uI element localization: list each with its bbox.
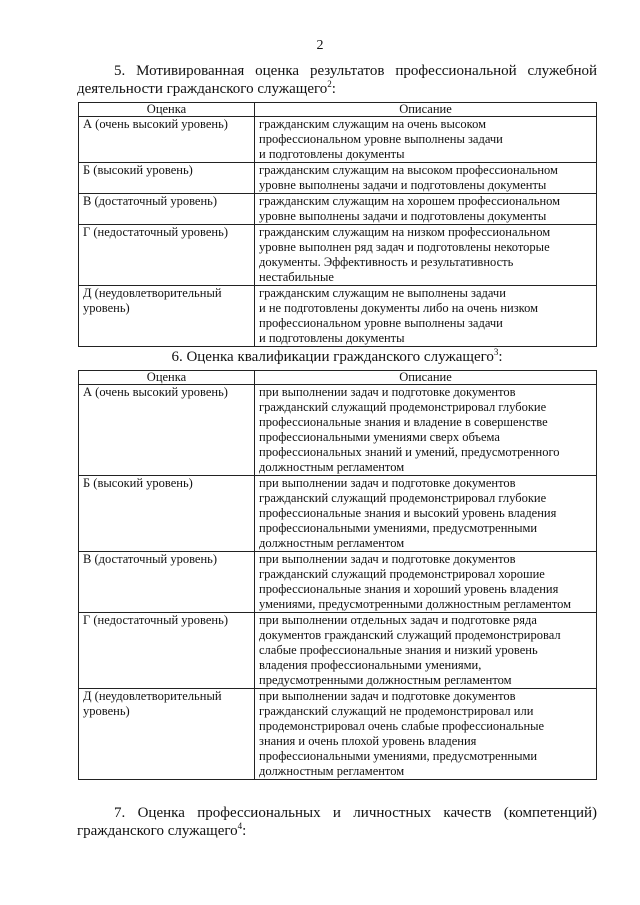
footnote-ref-4: 4 bbox=[237, 821, 243, 831]
section-6-title-end: : bbox=[498, 349, 503, 365]
description-cell: при выполнении задач и подготовке документов гражданский служащий продемонстрировал глубокие профессиональные знания и владение в совершенстве профессиональными умениями сверх объема профессиональных знаний и умений, предусмотренного должностным регламентом bbox=[255, 385, 597, 476]
table-row bbox=[79, 225, 597, 286]
section-7-heading bbox=[77, 804, 597, 840]
description-cell: при выполнении отдельных задач и подготовке ряда документов гражданский служащий продемонстрировал слабые профессиональные знания и низкий уровень владения профессиональными умениями, предусмотренными должностным регламентом bbox=[255, 613, 597, 689]
grade-cell: А (очень высокий уровень) bbox=[79, 385, 255, 476]
table-row bbox=[79, 613, 597, 689]
footnote-ref-2: 2 bbox=[327, 79, 332, 89]
section-5-title: 5. Мотивированная оценка результатов профессиональной служебной деятельности гражданского служащего bbox=[77, 63, 597, 97]
grade-cell: А (очень высокий уровень) bbox=[79, 117, 255, 163]
section-6-heading bbox=[77, 348, 597, 366]
section-6-table bbox=[78, 370, 597, 780]
column-header-grade: Оценка bbox=[79, 371, 255, 385]
description-cell: гражданским служащим не выполнены задачи и не подготовлены документы либо на очень низком профессиональном уровне выполнены задачи и подготовлены документы bbox=[255, 286, 597, 347]
table-row bbox=[79, 117, 597, 163]
page-number: 2 bbox=[316, 38, 324, 53]
grade-cell: В (достаточный уровень) bbox=[79, 194, 255, 225]
table-row bbox=[79, 385, 597, 476]
table-row bbox=[79, 163, 597, 194]
table-row bbox=[79, 194, 597, 225]
grade-cell: Д (неудовлетворительный уровень) bbox=[79, 689, 255, 780]
section-5-heading bbox=[77, 62, 597, 98]
column-header-description: Описание bbox=[255, 103, 597, 117]
table-row bbox=[79, 286, 597, 347]
footnote-ref-3: 3 bbox=[493, 347, 499, 357]
table-header-row bbox=[79, 371, 597, 385]
column-header-grade: Оценка bbox=[79, 103, 255, 117]
grade-cell: В (достаточный уровень) bbox=[79, 552, 255, 613]
section-5-table bbox=[78, 102, 597, 347]
description-cell: гражданским служащим на очень высоком профессиональном уровне выполнены задачи и подготовлены документы bbox=[255, 117, 597, 163]
section-7-title-end: : bbox=[242, 823, 247, 839]
grade-cell: Г (недостаточный уровень) bbox=[79, 613, 255, 689]
grade-cell: Г (недостаточный уровень) bbox=[79, 225, 255, 286]
description-cell: при выполнении задач и подготовке документов гражданский служащий продемонстрировал глубокие профессиональные знания и высокий уровень владения профессиональными умениями, предусмотренными должностным регламентом bbox=[255, 476, 597, 552]
grade-cell: Б (высокий уровень) bbox=[79, 476, 255, 552]
description-cell: гражданским служащим на низком профессиональном уровне выполнен ряд задач и подготовлены некоторые документы. Эффективность и результативность нестабильные bbox=[255, 225, 597, 286]
section-7-title: 7. Оценка профессиональных и личностных качеств (компетенций) гражданского служащего bbox=[77, 805, 597, 839]
table-row bbox=[79, 552, 597, 613]
grade-cell: Б (высокий уровень) bbox=[79, 163, 255, 194]
table-row bbox=[79, 476, 597, 552]
description-cell: при выполнении задач и подготовке документов гражданский служащий не продемонстрировал или продемонстрировал очень слабые профессиональные знания и очень плохой уровень владения профессиональными умениями, предусмотренными должностным регламентом bbox=[255, 689, 597, 780]
description-cell: гражданским служащим на высоком профессиональном уровне выполнены задачи и подготовлены документы bbox=[255, 163, 597, 194]
description-cell: гражданским служащим на хорошем профессиональном уровне выполнены задачи и подготовлены документы bbox=[255, 194, 597, 225]
table-header-row bbox=[79, 103, 597, 117]
description-cell: при выполнении задач и подготовке документов гражданский служащий продемонстрировал хорошие профессиональные знания и хороший уровень владения умениями, предусмотренными должностным регламентом bbox=[255, 552, 597, 613]
grade-cell: Д (неудовлетворительный уровень) bbox=[79, 286, 255, 347]
column-header-description: Описание bbox=[255, 371, 597, 385]
table-row bbox=[79, 689, 597, 780]
section-6-title: 6. Оценка квалификации гражданского служащего bbox=[171, 349, 494, 365]
section-5-title-end: : bbox=[331, 81, 336, 97]
